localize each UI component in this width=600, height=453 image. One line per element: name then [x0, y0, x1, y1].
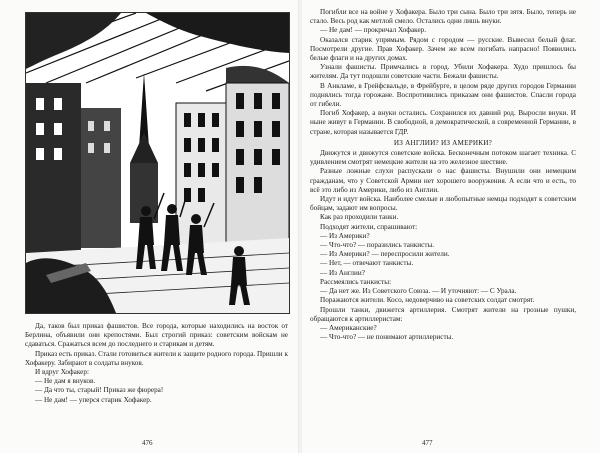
dialogue-line: — Из Америки? — переспросили жители.: [320, 250, 450, 259]
paragraph: Подходят жители, спрашивают:: [320, 222, 418, 231]
dialogue-line: — Да нет же. Из Советского Союза. — И уточняют: — С Урала.: [320, 287, 517, 296]
dialogue-line: — Американские?: [320, 323, 377, 332]
right-page: [300, 0, 600, 453]
dialogue-line: — Да что ты, старый! Приказ же фюрера!: [35, 386, 164, 395]
paragraph: Приказ есть приказ. Стали готовиться жители к защите родного города. Пришли к Хофакеру. Забирают в солдаты внуков.: [25, 349, 288, 367]
paragraph: Поражаются жители. Косо, недоверчиво на советских солдат смотрят.: [320, 296, 535, 305]
paragraph: И вдруг Хофакер:: [35, 368, 89, 377]
paragraph: Движутся и движутся советские войска. Бесконечным потоком шагает техника. С удивлением смотрят немецкие жители на это железное шествие.: [310, 149, 576, 167]
dialogue-line: — Из Америки?: [320, 231, 370, 240]
paragraph: Узнали фашисты. Примчались в город. Убили Хофакера. Худо пришлось бы жителям. Да тут подошли советские части. Бежали фашисты.: [310, 63, 576, 81]
chapter-heading: ИЗ АНГЛИИ? ИЗ АМЕРИКИ?: [393, 138, 493, 147]
dialogue-line: — Что-что? — не понимают артиллеристы.: [320, 333, 454, 342]
paragraph: Рассмеялись танкисты:: [320, 277, 392, 286]
dialogue-line: — Не дам! — уперся старик Хофакер.: [35, 395, 152, 404]
paragraph: Идут и идут войска. Наиболее смелые и любопытные немцы подходят к советским бойцам, задают им вопросы.: [310, 195, 576, 213]
paragraph: Погиб Хофакер, а внуки остались. Сохранился их давний род. Выросли внуки. И ныне живут в Германии. В свободной, в демократической, в современной Германии, в стране, которая называется ГДР.: [310, 109, 576, 136]
paragraph: Да, таков был приказ фашистов. Все города, которые находились на восток от Берлина, объявили они крепостями. Был строгий приказ: советским войскам не сдаваться. Сражаться всем до последнего и старикам и детям.: [25, 322, 288, 349]
woodcut-illustration: [25, 12, 290, 314]
dialogue-line: — Не дам! — прокричал Хофакер.: [320, 26, 427, 35]
city-street-soldiers-illustration: [26, 13, 289, 313]
left-page-text: [25, 322, 288, 405]
paragraph: Как раз проходили танки.: [320, 213, 399, 222]
paragraph: Прошли танки, движется артиллерия. Смотрят жители на грозные пушки, обращаются к артиллеристам:: [310, 305, 576, 323]
dialogue-line: — Что-что? — поразились танкисты.: [320, 241, 435, 250]
paragraph: Оказался старик упрямым. Рядом с городом — русские. Вывесил белый флаг. Посмотрели другие. Прав Хофакер. Зачем же всем погибать напрасно! Появились белые флаги и на других домах.: [310, 35, 576, 63]
paragraph: В Анкламе, в Грейфсвальде, в Фрейбурге, в целом ряде других городов Германии поднялись тогда горожане. Воспротивились приказам они фашистов. Спасли города от гибели.: [310, 81, 576, 109]
paragraph: Разные ложные слухи распускали о нас фашисты. Внушили они немецким гражданам, что у Советской Армии нет хорошего вооружения. А если что и есть, то всё это либо из Америки, либо из Англии.: [310, 167, 576, 194]
right-page-text: [310, 8, 576, 342]
paragraph: Погибли все на войне у Хофакера. Было три сына. Было три зятя. Было, теперь не стало. Весь род как метлой смело. Остались одни лишь внуки.: [310, 8, 576, 26]
dialogue-line: — Из Англии?: [320, 268, 365, 277]
dialogue-line: — Нет, — отвечают танкисты.: [320, 259, 414, 268]
page-number: 477: [422, 439, 433, 447]
dialogue-line: — Не дам я внуков.: [35, 377, 96, 386]
page-number: 476: [142, 439, 153, 447]
